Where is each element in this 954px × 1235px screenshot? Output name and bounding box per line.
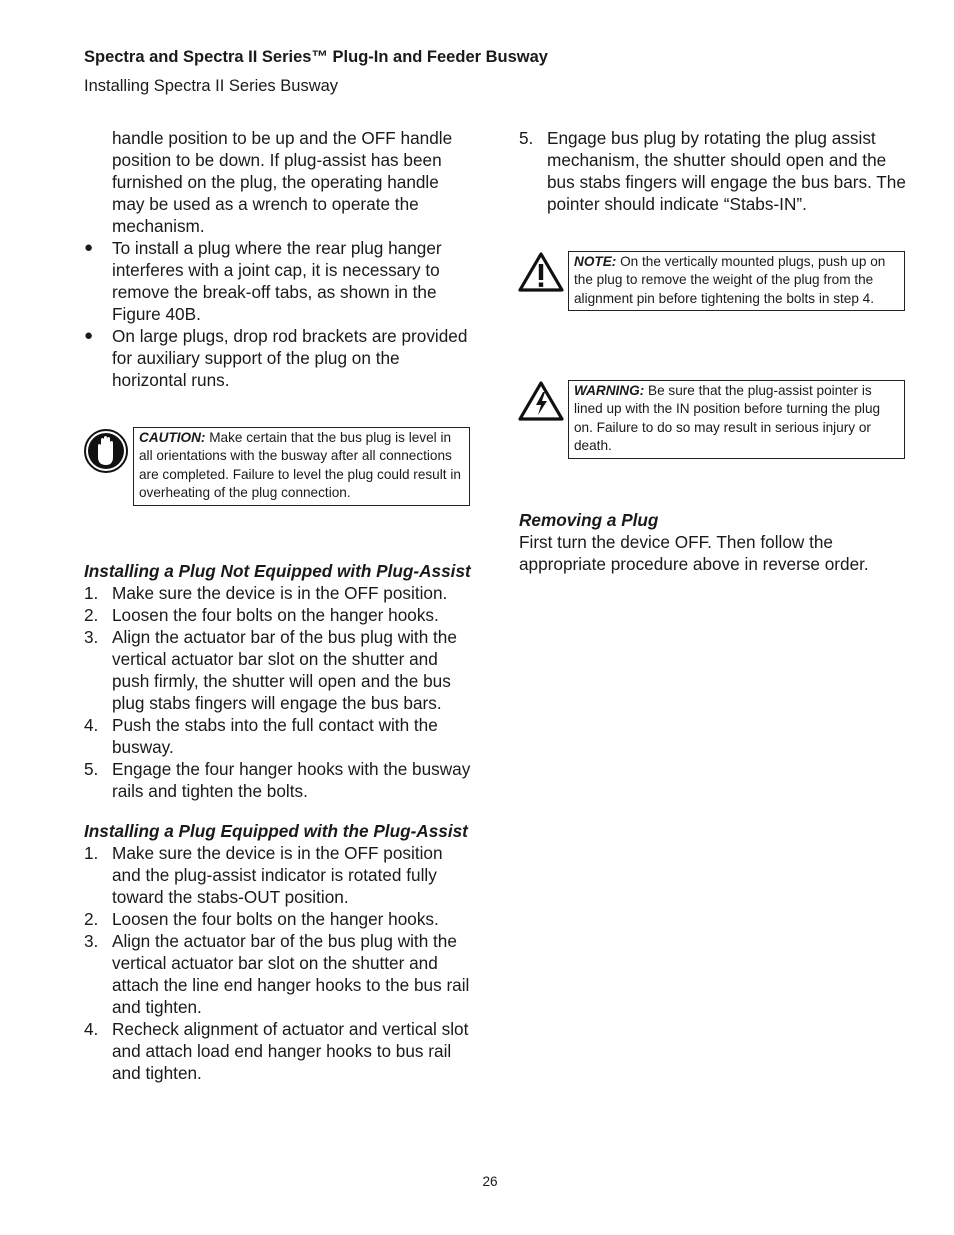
page-header-title: Spectra and Spectra II Series™ Plug-In and Feeder Busway — [84, 48, 548, 66]
step-text: Recheck alignment of actuator and vertical slot and attach load end hanger hooks to bus rail and tighten. — [112, 1019, 469, 1083]
hand-stop-icon — [84, 427, 132, 475]
section-heading-plug-assist: Installing a Plug Equipped with the Plug-Assist — [84, 821, 468, 841]
step-text: Make sure the device is in the OFF position and the plug-assist indicator is rotated fully toward the stabs-OUT position. — [112, 843, 443, 907]
note-notice — [519, 251, 909, 327]
step-number: 5. — [519, 128, 534, 148]
step-number: 5. — [84, 759, 99, 779]
list-item — [84, 604, 474, 626]
step-text: Engage bus plug by rotating the plug assist mechanism, the shutter should open and the bus stabs fingers will engage the bus bars. The pointer should indicate “Stabs-IN”. — [547, 128, 906, 214]
list-item — [84, 714, 474, 758]
list-item — [84, 908, 474, 930]
list-item — [84, 842, 474, 908]
step-number: 1. — [84, 583, 99, 603]
page-number: 26 — [482, 1174, 498, 1189]
list-item — [84, 930, 474, 1018]
caution-notice — [84, 427, 474, 523]
step-number: 3. — [84, 931, 99, 951]
step-text: Push the stabs into the full contact with the busway. — [112, 715, 438, 757]
step-number: 4. — [84, 715, 99, 735]
note-box — [568, 251, 905, 311]
exclamation-triangle-icon — [517, 251, 565, 295]
list-item-text: To install a plug where the rear plug hanger interferes with a joint cap, it is necessary to remove the break-off tabs, as shown in the Figure 40B. — [112, 238, 442, 324]
warning-notice — [519, 380, 909, 456]
warning-text: Be sure that the plug-assist pointer is lined up with the IN position before turning the plug on. Failure to do so may result in serious injury or death. — [574, 383, 881, 454]
caution-text: Make certain that the bus plug is level in all orientations with the busway after all connections are completed. Failure to level the plug could result in overheating of the plug connection. — [139, 430, 461, 501]
steps-continued — [519, 127, 909, 215]
step-text: Loosen the four bolts on the hanger hooks. — [112, 605, 439, 625]
note-text: On the vertically mounted plugs, push up on the plug to remove the weight of the plug from the alignment pin before tightening the bolts in step 4. — [574, 254, 886, 306]
step-text: Align the actuator bar of the bus plug with the vertical actuator bar slot on the shutter and push firmly, the shutter will open and the bus plug stabs fingers will engage the bus bars. — [112, 627, 457, 713]
step-text: Align the actuator bar of the bus plug with the vertical actuator bar slot on the shutter and attach the line end hanger hooks to the bus rail and tighten. — [112, 931, 470, 1017]
step-number: 3. — [84, 627, 99, 647]
caution-box — [133, 427, 470, 506]
right-column — [519, 127, 909, 575]
list-item — [84, 582, 474, 604]
left-column — [84, 127, 474, 1084]
list-item — [519, 127, 909, 215]
steps-plug-assist — [84, 842, 474, 1084]
list-item — [84, 758, 474, 802]
warning-box — [568, 380, 905, 459]
section-heading-no-plug-assist: Installing a Plug Not Equipped with Plug-Assist — [84, 561, 471, 581]
bullet-icon: ● — [84, 327, 94, 344]
list-item — [84, 325, 474, 391]
step-text: Engage the four hanger hooks with the busway rails and tighten the bolts. — [112, 759, 471, 801]
list-item — [84, 626, 474, 714]
list-item — [84, 1018, 474, 1084]
step-number: 2. — [84, 909, 99, 929]
step-text: Loosen the four bolts on the hanger hooks. — [112, 909, 439, 929]
step-number: 4. — [84, 1019, 99, 1039]
electric-hazard-icon — [517, 380, 565, 424]
bullet-list — [84, 237, 474, 391]
note-label: NOTE: — [574, 254, 617, 269]
list-item — [84, 237, 474, 325]
bullet-icon: ● — [84, 239, 94, 256]
warning-label: WARNING: — [574, 383, 645, 398]
section-heading-removing-plug: Removing a Plug — [519, 510, 659, 530]
caution-label: CAUTION: — [139, 430, 206, 445]
step-number: 1. — [84, 843, 99, 863]
continuation-paragraph: handle position to be up and the OFF handle position to be down. If plug-assist has been furnished on the plug, the operating handle may be used as a wrench to operate the mechanism. — [112, 128, 453, 236]
step-text: Make sure the device is in the OFF position. — [112, 583, 448, 603]
removing-plug-paragraph: First turn the device OFF. Then follow the appropriate procedure above in reverse order. — [519, 532, 869, 574]
page-header-subtitle: Installing Spectra II Series Busway — [84, 77, 339, 95]
steps-no-plug-assist — [84, 582, 474, 802]
step-number: 2. — [84, 605, 99, 625]
list-item-text: On large plugs, drop rod brackets are provided for auxiliary support of the plug on the horizontal runs. — [112, 326, 468, 390]
